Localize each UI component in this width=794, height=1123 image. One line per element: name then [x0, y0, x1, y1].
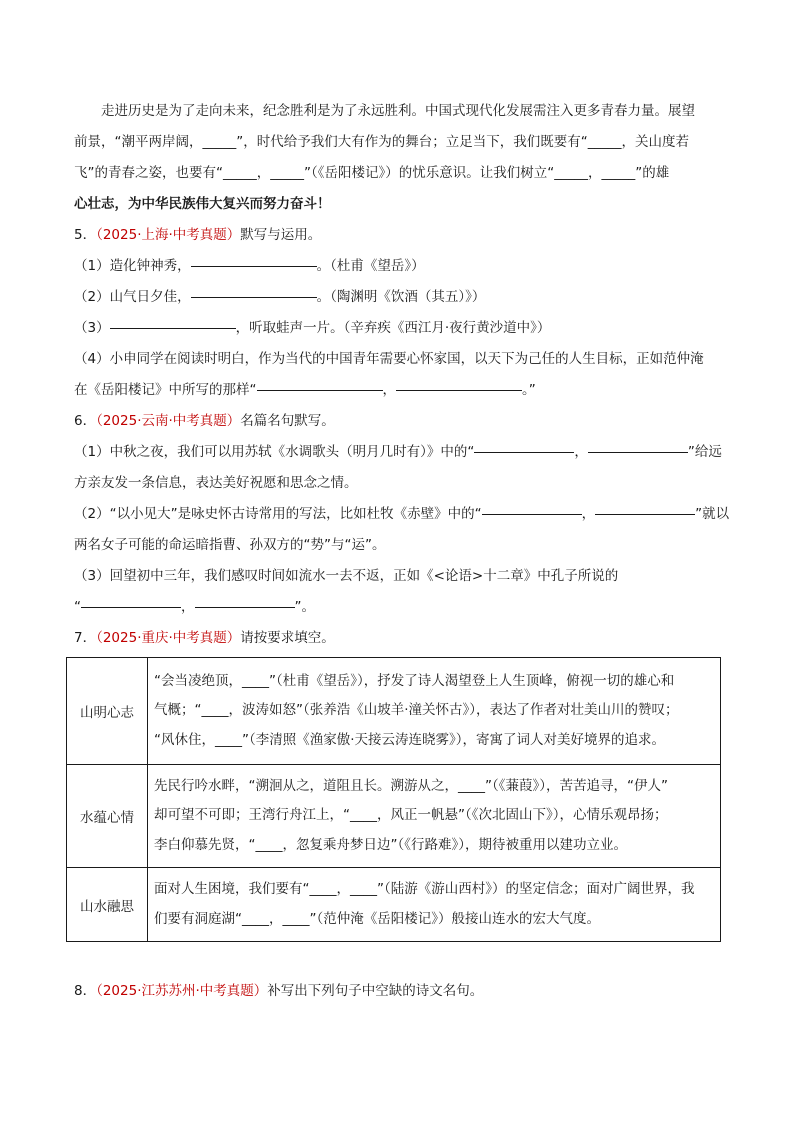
answer-blank[interactable]	[257, 390, 383, 391]
q5-source: （2025·上海·中考真题）	[96, 227, 241, 243]
row-line: “会当凌绝顶，____”（杜甫《望岳》），抒发了诗人渴望登上人生顶峰，俯视一切的雄心和	[154, 672, 675, 689]
q6-item-3-line-2	[74, 592, 722, 623]
q7-header	[74, 623, 722, 654]
q6-source: （2025·云南·中考真题）	[96, 413, 241, 429]
q6-item-2-line-2: 两名女子可能的命运暗指曹、孙双方的“势”与“运”。	[74, 537, 386, 553]
row-line: 李白仰慕先贤，“____，忽复乘舟梦日边”（《行路难》），期待被重用以建功立业。	[154, 836, 627, 853]
comma: ，	[181, 599, 195, 615]
q6-item-1-line-2: 方亲友发一条信息，表达美好祝愿和思念之情。	[74, 475, 358, 491]
closing-quote: ”。	[294, 599, 315, 615]
row-category: 山水融思	[67, 868, 148, 942]
opening-quote: “	[74, 599, 81, 615]
table-row	[67, 765, 721, 868]
row-line: 先民行吟水畔，“溯洄从之，道阻且长。溯游从之，____”（《蒹葭》），苦苦追寻，“伊人”	[154, 777, 668, 794]
q6-task: 名篇名句默写。	[240, 413, 335, 429]
q5-item-1-text: （1）造化钟神秀，	[74, 258, 191, 274]
q5-item-1	[74, 251, 722, 282]
row-line: 气概；“____，波涛如怒”（张养浩《山坡羊·潼关怀古》），表达了作者对壮美山川的赞叹；	[154, 702, 679, 719]
row-content	[148, 658, 721, 765]
question-6	[74, 406, 730, 623]
q5-item-1-source: 。（杜甫《望岳》）	[316, 258, 425, 274]
intro-line-3: 飞”的青春之姿，也要有“_____，_____”（《岳阳楼记》）的忧乐意识。让我们树立“_____，_____”的雄	[74, 165, 670, 181]
q6-item-1-line-1	[74, 437, 722, 468]
row-content	[148, 868, 721, 942]
q5-item-3	[74, 313, 722, 344]
answer-blank[interactable]	[81, 607, 181, 608]
q7-source: （2025·重庆·中考真题）	[96, 630, 241, 646]
q8-task: 补写出下列句子中空缺的诗文名句。	[267, 983, 484, 999]
q6-item-1-text: （1）中秋之夜，我们可以用苏轼《水调歌头（明月几时有）》中的“	[74, 444, 475, 460]
q5-item-3-text: ，听取蛙声一片。（辛弃疾《西江月·夜行黄沙道中》）	[235, 320, 551, 336]
q5-item-4-line-1: （4）小申同学在阅读时明白，作为当代的中国青年需要心怀家国，以天下为己任的人生目标，正如范仲淹	[74, 351, 704, 367]
q5-item-2	[74, 282, 722, 313]
answer-blank[interactable]	[588, 452, 688, 453]
table-row	[67, 658, 721, 765]
q7-number: 7．	[74, 630, 97, 646]
q6-item-2-text: （2）“以小见大”是咏史怀古诗常用的写法，比如杜牧《赤壁》中的“	[74, 506, 482, 522]
row-line: “风休住，____”（李清照《渔家傲·天接云涛连晓雾》），寄寓了词人对美好境界的追求。	[154, 731, 666, 748]
q5-item-2-text: （2）山气日夕佳，	[74, 289, 191, 305]
q8-number: 8．	[74, 983, 97, 999]
q6-item-1-tail: ”给远	[687, 444, 722, 460]
answer-blank[interactable]	[191, 266, 317, 267]
answer-blank[interactable]	[595, 514, 695, 515]
document-content	[74, 96, 730, 1007]
q5-item-2-source: 。（陶渊明《饮酒（其五）》）	[316, 289, 486, 305]
comma: ，	[382, 382, 396, 398]
question-5	[74, 220, 722, 406]
intro-line-2: 前景，“潮平两岸阔，_____”，时代给予我们大有作为的舞台；立足当下，我们既要有“_____，关山度若	[74, 134, 689, 150]
answer-blank[interactable]	[482, 514, 582, 515]
comma: ，	[581, 506, 596, 522]
row-category: 山明心志	[67, 658, 148, 765]
q7-table	[66, 657, 721, 942]
intro-line-4: 心壮志，为中华民族伟大复兴而努力奋斗！	[74, 196, 331, 212]
intro-line-1: 走进历史是为了走向未来，纪念胜利是为了永远胜利。中国式现代化发展需注入更多青春力量。展望	[101, 103, 695, 119]
row-category: 水蕴心情	[67, 765, 148, 868]
q5-task: 默写与运用。	[240, 227, 322, 243]
q5-number: 5．	[74, 227, 97, 243]
q7-task: 请按要求填空。	[240, 630, 335, 646]
answer-blank[interactable]	[474, 452, 574, 453]
closing-quote: 。”	[522, 382, 536, 398]
table-row	[67, 868, 721, 942]
q6-number: 6．	[74, 413, 97, 429]
spacer	[74, 942, 722, 976]
comma: ，	[574, 444, 588, 460]
q8-source: （2025·江苏苏州·中考真题）	[96, 983, 268, 999]
q5-item-3-label: （3）	[74, 320, 110, 336]
q6-item-2-tail: ”就以	[695, 506, 730, 522]
answer-blank[interactable]	[396, 390, 522, 391]
q8-header	[74, 976, 722, 1007]
answer-blank[interactable]	[110, 328, 236, 329]
row-content	[148, 765, 721, 868]
answer-blank[interactable]	[195, 607, 295, 608]
q5-item-4-line-2	[74, 375, 722, 406]
question-7	[74, 623, 722, 942]
row-line: 却可望不可即；王湾行舟江上，“____，风正一帆悬”（《次北固山下》），心情乐观昂扬；	[154, 807, 668, 824]
row-line: 们要有洞庭湖“____，____”（范仲淹《岳阳楼记》）般接山连水的宏大气度。	[154, 910, 600, 927]
question-8	[74, 976, 722, 1007]
q6-header	[74, 406, 722, 437]
q6-item-3-line-1: （3）回望初中三年，我们感叹时间如流水一去不返，正如《<论语>十二章》中孔子所说的	[74, 568, 619, 584]
q6-item-2-line-1	[74, 499, 730, 530]
intro-paragraph	[74, 96, 722, 220]
q5-item-4-text: 在《岳阳楼记》中所写的那样“	[74, 382, 257, 398]
row-line: 面对人生困境，我们要有“____，____”（陆游《游山西村》）的坚定信念；面对广阔世界，我	[154, 881, 695, 897]
q5-header	[74, 220, 722, 251]
answer-blank[interactable]	[191, 297, 317, 298]
